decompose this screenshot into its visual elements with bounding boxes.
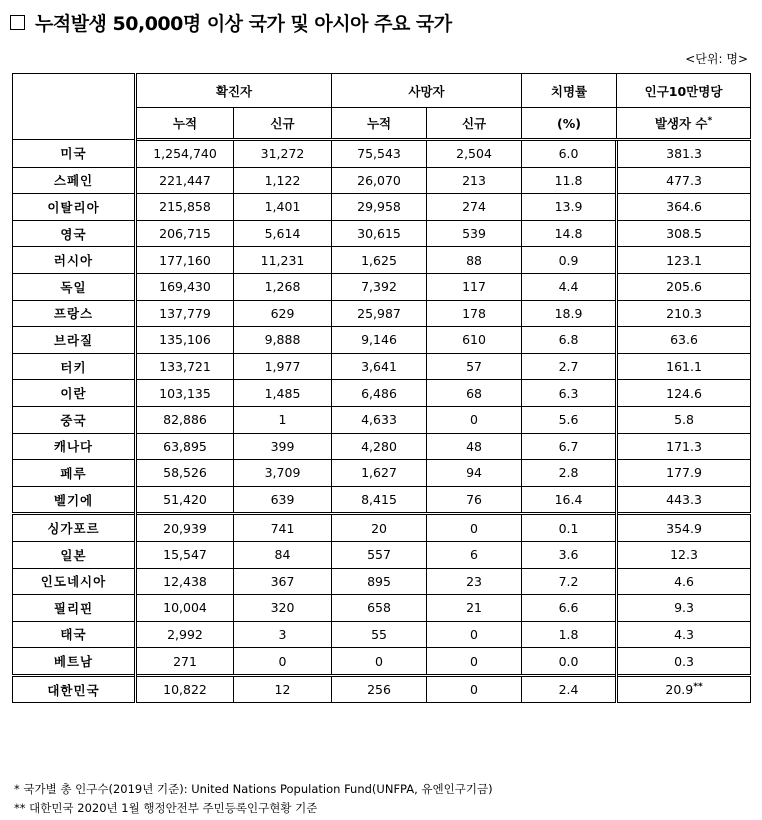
country-name-cell: 이란: [13, 380, 136, 407]
confirmed-new-cell: 0: [234, 648, 332, 676]
confirmed-cumulative-cell: 63,895: [136, 433, 234, 460]
per100k-cell: 5.8: [617, 406, 751, 433]
per100k-cell: 308.5: [617, 220, 751, 247]
per100k-cell: 177.9: [617, 460, 751, 487]
header-deaths: 사망자: [332, 74, 522, 108]
table-body: [13, 140, 751, 703]
country-name-cell: 페루: [13, 460, 136, 487]
deaths-cumulative-cell: 55: [332, 621, 427, 648]
confirmed-cumulative-cell: 10,004: [136, 595, 234, 622]
page-title: [10, 8, 452, 36]
deaths-new-cell: 23: [427, 568, 522, 595]
per100k-cell: 4.3: [617, 621, 751, 648]
header-confirmed: 확진자: [136, 74, 332, 108]
country-name-cell: 프랑스: [13, 300, 136, 327]
confirmed-new-cell: 3: [234, 621, 332, 648]
country-name-cell: 독일: [13, 273, 136, 300]
fatality-rate-cell: 18.9: [522, 300, 617, 327]
deaths-new-cell: 539: [427, 220, 522, 247]
header-deaths-cumulative: 누적: [332, 108, 427, 140]
confirmed-cumulative-cell: 51,420: [136, 486, 234, 514]
confirmed-new-cell: 1,485: [234, 380, 332, 407]
header-country-cell: [13, 74, 136, 140]
confirmed-cumulative-cell: 177,160: [136, 247, 234, 274]
fatality-rate-cell: 2.4: [522, 675, 617, 703]
table-row: [13, 380, 751, 407]
confirmed-cumulative-cell: 103,135: [136, 380, 234, 407]
deaths-new-cell: 21: [427, 595, 522, 622]
per100k-cell: 354.9: [617, 514, 751, 542]
header-per100k-text: 발생자 수: [654, 116, 708, 131]
confirmed-cumulative-cell: 1,254,740: [136, 140, 234, 168]
confirmed-new-cell: 12: [234, 675, 332, 703]
per100k-cell: 381.3: [617, 140, 751, 168]
table-row: [13, 568, 751, 595]
country-name-cell: 싱가포르: [13, 514, 136, 542]
country-name-cell: 이탈리아: [13, 194, 136, 221]
per100k-value: 20.9: [665, 682, 694, 698]
deaths-cumulative-cell: 20: [332, 514, 427, 542]
fatality-rate-cell: 0.0: [522, 648, 617, 676]
table-row: [13, 194, 751, 221]
table-row: [13, 460, 751, 487]
per100k-cell: 477.3: [617, 167, 751, 194]
confirmed-cumulative-cell: 12,438: [136, 568, 234, 595]
fatality-rate-cell: 6.3: [522, 380, 617, 407]
deaths-cumulative-cell: 4,280: [332, 433, 427, 460]
header-confirmed-new: 신규: [234, 108, 332, 140]
deaths-new-cell: 213: [427, 167, 522, 194]
per100k-cell: 161.1: [617, 353, 751, 380]
confirmed-cumulative-cell: 137,779: [136, 300, 234, 327]
confirmed-new-cell: 31,272: [234, 140, 332, 168]
fatality-rate-cell: 6.7: [522, 433, 617, 460]
per100k-cell: 443.3: [617, 486, 751, 514]
deaths-cumulative-cell: 658: [332, 595, 427, 622]
checkbox-square-icon: [10, 15, 25, 30]
confirmed-cumulative-cell: 2,992: [136, 621, 234, 648]
deaths-cumulative-cell: 3,641: [332, 353, 427, 380]
per100k-cell: 9.3: [617, 595, 751, 622]
deaths-new-cell: 88: [427, 247, 522, 274]
confirmed-new-cell: 11,231: [234, 247, 332, 274]
covid-stats-table: [12, 73, 751, 703]
table-row: [13, 327, 751, 354]
country-name-cell: 캐나다: [13, 433, 136, 460]
country-name-cell: 필리핀: [13, 595, 136, 622]
per100k-cell: 210.3: [617, 300, 751, 327]
table-row: [13, 273, 751, 300]
deaths-cumulative-cell: 26,070: [332, 167, 427, 194]
confirmed-cumulative-cell: 15,547: [136, 541, 234, 568]
table-row: [13, 595, 751, 622]
confirmed-cumulative-cell: 82,886: [136, 406, 234, 433]
country-name-cell: 러시아: [13, 247, 136, 274]
per100k-cell: 123.1: [617, 247, 751, 274]
table-row: [13, 220, 751, 247]
footnote-2: ** 대한민국 2020년 1월 행정안전부 주민등록인구현황 기준: [14, 801, 318, 815]
deaths-new-cell: 0: [427, 648, 522, 676]
fatality-rate-cell: 0.9: [522, 247, 617, 274]
per100k-cell: 205.6: [617, 273, 751, 300]
per100k-cell: [617, 675, 751, 703]
fatality-rate-cell: 0.1: [522, 514, 617, 542]
confirmed-new-cell: 399: [234, 433, 332, 460]
country-name-cell: 터키: [13, 353, 136, 380]
per100k-cell: 4.6: [617, 568, 751, 595]
header-deaths-new: 신규: [427, 108, 522, 140]
per100k-cell: 124.6: [617, 380, 751, 407]
confirmed-cumulative-cell: 135,106: [136, 327, 234, 354]
deaths-new-cell: 6: [427, 541, 522, 568]
table-row: [13, 514, 751, 542]
table-row: [13, 140, 751, 168]
confirmed-cumulative-cell: 10,822: [136, 675, 234, 703]
deaths-new-cell: 57: [427, 353, 522, 380]
country-name-cell: 벨기에: [13, 486, 136, 514]
deaths-new-cell: 0: [427, 675, 522, 703]
fatality-rate-cell: 4.4: [522, 273, 617, 300]
deaths-new-cell: 94: [427, 460, 522, 487]
footnote-mark: **: [693, 682, 703, 693]
confirmed-cumulative-cell: 58,526: [136, 460, 234, 487]
confirmed-new-cell: 3,709: [234, 460, 332, 487]
deaths-cumulative-cell: 9,146: [332, 327, 427, 354]
country-name-cell: 인도네시아: [13, 568, 136, 595]
fatality-rate-cell: 6.6: [522, 595, 617, 622]
country-name-cell: 중국: [13, 406, 136, 433]
confirmed-new-cell: 5,614: [234, 220, 332, 247]
fatality-rate-cell: 2.8: [522, 460, 617, 487]
fatality-rate-cell: 1.8: [522, 621, 617, 648]
header-row-1: [13, 74, 751, 108]
deaths-new-cell: 0: [427, 514, 522, 542]
confirmed-cumulative-cell: 133,721: [136, 353, 234, 380]
header-per100k-line1: 인구10만명당: [617, 74, 751, 108]
confirmed-cumulative-cell: 271: [136, 648, 234, 676]
confirmed-cumulative-cell: 206,715: [136, 220, 234, 247]
country-name-cell: 미국: [13, 140, 136, 168]
deaths-cumulative-cell: 29,958: [332, 194, 427, 221]
header-confirmed-cumulative: 누적: [136, 108, 234, 140]
country-name-cell: 영국: [13, 220, 136, 247]
table-row-korea: [13, 675, 751, 703]
table-row: [13, 406, 751, 433]
confirmed-new-cell: 1: [234, 406, 332, 433]
deaths-cumulative-cell: 25,987: [332, 300, 427, 327]
header-fatality-unit: (%): [522, 108, 617, 140]
table-row: [13, 247, 751, 274]
deaths-new-cell: 2,504: [427, 140, 522, 168]
deaths-new-cell: 0: [427, 621, 522, 648]
deaths-new-cell: 76: [427, 486, 522, 514]
header-per100k-line2: [617, 108, 751, 140]
table-row: [13, 541, 751, 568]
confirmed-new-cell: 320: [234, 595, 332, 622]
deaths-new-cell: 117: [427, 273, 522, 300]
unit-note: <단위: 명>: [685, 52, 748, 66]
deaths-cumulative-cell: 256: [332, 675, 427, 703]
country-name-cell: 스페인: [13, 167, 136, 194]
fatality-rate-cell: 5.6: [522, 406, 617, 433]
confirmed-new-cell: 741: [234, 514, 332, 542]
confirmed-new-cell: 84: [234, 541, 332, 568]
per100k-cell: 63.6: [617, 327, 751, 354]
fatality-rate-cell: 6.0: [522, 140, 617, 168]
deaths-new-cell: 610: [427, 327, 522, 354]
confirmed-new-cell: 9,888: [234, 327, 332, 354]
confirmed-new-cell: 1,268: [234, 273, 332, 300]
country-name-cell: 태국: [13, 621, 136, 648]
deaths-cumulative-cell: 75,543: [332, 140, 427, 168]
confirmed-new-cell: 367: [234, 568, 332, 595]
deaths-cumulative-cell: 8,415: [332, 486, 427, 514]
table-row: [13, 433, 751, 460]
table-row: [13, 486, 751, 514]
per100k-cell: 364.6: [617, 194, 751, 221]
country-name-cell: 베트남: [13, 648, 136, 676]
deaths-cumulative-cell: 30,615: [332, 220, 427, 247]
confirmed-new-cell: 1,401: [234, 194, 332, 221]
per100k-cell: 12.3: [617, 541, 751, 568]
confirmed-new-cell: 1,977: [234, 353, 332, 380]
fatality-rate-cell: 14.8: [522, 220, 617, 247]
table-row: [13, 167, 751, 194]
deaths-new-cell: 274: [427, 194, 522, 221]
deaths-cumulative-cell: 557: [332, 541, 427, 568]
confirmed-new-cell: 639: [234, 486, 332, 514]
footnotes: [14, 780, 493, 818]
fatality-rate-cell: 6.8: [522, 327, 617, 354]
deaths-new-cell: 48: [427, 433, 522, 460]
deaths-new-cell: 0: [427, 406, 522, 433]
footnote-1: * 국가별 총 인구수(2019년 기준): United Nations Population Fund(UNFPA, 유엔인구기금): [14, 782, 493, 796]
fatality-rate-cell: 3.6: [522, 541, 617, 568]
table-row: [13, 621, 751, 648]
confirmed-cumulative-cell: 215,858: [136, 194, 234, 221]
deaths-cumulative-cell: 0: [332, 648, 427, 676]
deaths-new-cell: 178: [427, 300, 522, 327]
table-row: [13, 353, 751, 380]
fatality-rate-cell: 16.4: [522, 486, 617, 514]
per100k-cell: 171.3: [617, 433, 751, 460]
deaths-cumulative-cell: 895: [332, 568, 427, 595]
footnote-mark: *: [707, 115, 713, 126]
confirmed-cumulative-cell: 20,939: [136, 514, 234, 542]
fatality-rate-cell: 11.8: [522, 167, 617, 194]
deaths-cumulative-cell: 4,633: [332, 406, 427, 433]
deaths-cumulative-cell: 1,625: [332, 247, 427, 274]
confirmed-cumulative-cell: 221,447: [136, 167, 234, 194]
deaths-cumulative-cell: 1,627: [332, 460, 427, 487]
deaths-cumulative-cell: 6,486: [332, 380, 427, 407]
per100k-cell: 0.3: [617, 648, 751, 676]
confirmed-new-cell: 1,122: [234, 167, 332, 194]
country-name-cell: 브라질: [13, 327, 136, 354]
confirmed-new-cell: 629: [234, 300, 332, 327]
deaths-cumulative-cell: 7,392: [332, 273, 427, 300]
page-title-text: 누적발생 50,000명 이상 국가 및 아시아 주요 국가: [35, 12, 452, 35]
fatality-rate-cell: 2.7: [522, 353, 617, 380]
country-name-cell: 일본: [13, 541, 136, 568]
table-row: [13, 648, 751, 676]
table-row: [13, 300, 751, 327]
deaths-new-cell: 68: [427, 380, 522, 407]
fatality-rate-cell: 7.2: [522, 568, 617, 595]
confirmed-cumulative-cell: 169,430: [136, 273, 234, 300]
header-fatality: 치명률: [522, 74, 617, 108]
country-name-cell: 대한민국: [13, 675, 136, 703]
fatality-rate-cell: 13.9: [522, 194, 617, 221]
